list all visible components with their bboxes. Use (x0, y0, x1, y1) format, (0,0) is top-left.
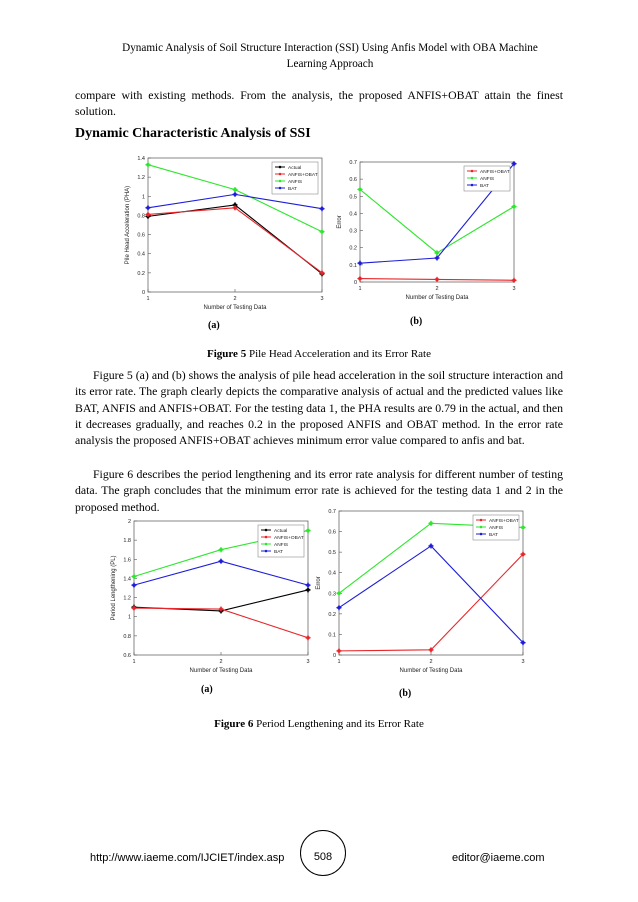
chart-fig6b-legend-marker-0 (480, 519, 483, 522)
chart-fig5b-series-1-point-2 (512, 205, 516, 209)
chart-fig6b-xtick-label-0: 1 (337, 659, 341, 665)
chart-fig5b-ytick-label-2: 0.2 (349, 245, 357, 252)
chart-fig5b-ytick-label-1: 0.1 (349, 262, 357, 269)
fig5-sub-a: (a) (208, 320, 220, 331)
chart-fig6b-ytick-label-1: 0.1 (328, 632, 336, 639)
chart-fig6b-ytick-label-6: 0.6 (328, 529, 336, 536)
chart-fig5b-series-0-point-1 (435, 278, 439, 282)
chart-fig5a-legend-marker-0 (279, 166, 282, 169)
chart-fig5a-legend-marker-3 (279, 187, 282, 190)
chart-fig5b-ytick-label-3: 0.3 (349, 228, 357, 235)
chart-fig5a-series-3-point-2 (320, 207, 324, 211)
chart-fig5a-xtick-label-1: 2 (233, 296, 237, 302)
chart-fig6b-ytick-label-0: 0 (332, 653, 336, 659)
paragraph-fig5: Figure 5 (a) and (b) shows the analysis of pile head acceleration in the soil structure interaction and its error rate. The graph clearly depicts the comparative analysis of actual and the predicted values like BAT, ANFIS and ANFIS+OBAT. For the testing data 1, the PHA results are 0.79 in the actual, and then it decreases gradually, and reaches 0.2 in the proposed ANFIS and OBAT method. In the error rate analysis the proposed ANFIS+OBAT achieves minimum error value compared to anfis and bat. (75, 368, 563, 448)
fig5-label: Figure 5 (206, 348, 247, 360)
chart-fig5b-legend-marker-1 (471, 177, 474, 180)
chart-fig6b-ytick-label-4: 0.4 (328, 570, 336, 577)
chart-fig6a-legend-marker-1 (265, 536, 268, 539)
fig5-caption (75, 348, 563, 360)
chart-fig5a-xtick-label-0: 1 (146, 296, 150, 302)
chart-fig5b-legend-marker-2 (471, 184, 474, 187)
chart-fig5a-legend-marker-2 (279, 180, 282, 183)
chart-fig5b-series-2-point-0 (358, 261, 362, 265)
chart-fig6a-ytick-label-1: 0.8 (123, 633, 131, 640)
chart-fig5b-xtick-label-0: 1 (358, 286, 362, 292)
chart-fig6a-ytick-label-4: 1.4 (123, 576, 131, 583)
chart-fig5b-xlabel: Number of Testing Data (405, 295, 469, 301)
chart-fig5a-legend-label-0: Actual (288, 165, 302, 171)
chart-fig6a-series-1-point-0 (132, 606, 136, 610)
running-header (70, 40, 590, 72)
chart-fig6b-xlabel: Number of Testing Data (399, 668, 463, 674)
fig6-sub-b: (b) (399, 688, 412, 699)
chart-fig5b-series-1-point-1 (435, 251, 439, 255)
header-title-line1: Dynamic Analysis of Soil Structure Interaction (SSI) Using Anfis Model with OBA Machine (122, 42, 538, 54)
chart-fig5a-xlabel: Number of Testing Data (203, 305, 267, 311)
chart-fig6b-ytick-label-7: 0.7 (328, 509, 336, 515)
chart-fig5a-series-1-point-1 (233, 206, 237, 210)
chart-fig5b-ytick-label-5: 0.5 (349, 194, 357, 201)
chart-fig6b-xtick-label-1: 2 (429, 659, 433, 665)
chart-fig5b-ytick-label-4: 0.4 (349, 211, 357, 218)
paragraph-fig6: Figure 6 describes the period lengthening and its error rate analysis for different number of testing data. The graph concludes that the minimum error rate is achieved for the testing data 1 and 2 in the proposed method. (75, 467, 563, 514)
chart-fig6a-ytick-label-6: 1.8 (123, 538, 131, 545)
chart-fig6a-ytick-label-2: 1 (127, 614, 131, 621)
chart-fig6b-series-1-point-2 (521, 526, 525, 530)
chart-fig6b-legend-label-2: BAT (489, 532, 498, 538)
chart-fig6b-ytick-label-5: 0.5 (328, 550, 336, 557)
chart-fig6a-series-1-point-1 (219, 607, 223, 611)
chart-fig6b-ytick-label-3: 0.3 (328, 591, 336, 598)
chart-fig5b-legend-marker-0 (471, 170, 474, 173)
chart-fig6b-legend-marker-1 (480, 526, 483, 529)
chart-fig6b-legend-label-1: ANFIS (489, 525, 504, 531)
chart-fig5a-series-2-point-1 (233, 188, 237, 192)
footer-email[interactable]: editor@iaeme.com (452, 852, 545, 864)
chart-fig5b-ytick-label-7: 0.7 (349, 160, 357, 166)
fig5-sub-b: (b) (410, 316, 423, 327)
chart-fig6a-ytick-label-7: 2 (127, 519, 131, 525)
chart-fig6a-legend-marker-0 (265, 529, 268, 532)
chart-fig6a-ytick-label-3: 1.2 (123, 595, 131, 602)
chart-fig5a-ytick-label-7: 1.4 (137, 156, 145, 162)
chart-fig5b-ytick-label-0: 0 (353, 280, 357, 286)
chart-fig6a-legend-label-2: ANFIS (274, 542, 289, 548)
chart-fig6b-xtick-label-2: 3 (521, 659, 525, 665)
chart-fig5a-legend-label-1: ANFIS+OBAT (288, 172, 318, 178)
header-title-line2: Learning Approach (286, 58, 374, 70)
chart-fig5a-series-3-point-0 (146, 206, 150, 210)
chart-fig6b-series-1-point-0 (337, 591, 341, 595)
chart-fig5b-series-1-point-0 (358, 188, 362, 192)
chart-fig5b-series-0-point-2 (512, 278, 516, 282)
chart-fig6a-legend-label-3: BAT (274, 549, 283, 555)
chart-fig5b-xtick-label-2: 3 (512, 286, 516, 292)
chart-fig6a-legend-label-1: ANFIS+OBAT (274, 535, 304, 541)
chart-fig6b (309, 505, 531, 685)
chart-fig5a-series-2-point-2 (320, 230, 324, 234)
chart-fig5b-series-2-point-1 (435, 256, 439, 260)
chart-fig5a-ytick-label-2: 0.4 (137, 251, 145, 258)
chart-fig6a-legend-label-0: Actual (274, 528, 288, 534)
chart-fig6a-series-2-point-0 (132, 575, 136, 579)
chart-fig5a-ytick-label-0: 0 (141, 290, 145, 296)
chart-fig6b-series-2-point-2 (521, 641, 525, 645)
chart-fig5a-ytick-label-1: 0.2 (137, 270, 145, 277)
fig6-label: Figure 6 (214, 718, 254, 730)
chart-fig5a-legend-label-3: BAT (288, 186, 297, 192)
chart-fig5b-series-0-point-0 (358, 277, 362, 281)
chart-fig5a-series-1-point-2 (320, 271, 324, 275)
chart-fig5a-ylabel: Pile Head Acceleration (PHA) (125, 185, 131, 265)
chart-fig5a-xtick-label-2: 3 (320, 296, 324, 302)
chart-fig5a-ytick-label-4: 0.8 (137, 213, 145, 220)
chart-fig6b-series-0-point-0 (337, 649, 341, 653)
chart-fig5a-series-2-point-0 (146, 163, 150, 167)
chart-fig5b-series-2-point-2 (512, 162, 516, 166)
footer-url[interactable]: http://www.iaeme.com/IJCIET/index.asp (90, 852, 285, 864)
chart-fig6a-xtick-label-1: 2 (219, 659, 223, 665)
fig6-caption (75, 718, 563, 730)
section-heading: Dynamic Characteristic Analysis of SSI (75, 126, 311, 141)
chart-fig6a (104, 515, 316, 685)
chart-fig5a-ytick-label-6: 1.2 (137, 175, 145, 182)
chart-fig6b-legend-label-0: ANFIS+OBAT (489, 518, 519, 524)
chart-fig6a-legend-marker-3 (265, 550, 268, 553)
chart-fig5b (330, 156, 522, 312)
chart-fig5a-ytick-label-5: 1 (141, 194, 145, 201)
chart-fig6a-series-3-point-1 (219, 559, 223, 563)
chart-fig6a-series-3-point-0 (132, 583, 136, 587)
chart-fig6b-series-1-point-1 (429, 522, 433, 526)
chart-fig5b-legend-label-1: ANFIS (480, 176, 495, 182)
chart-fig5b-xtick-label-1: 2 (435, 286, 439, 292)
page-number: 508 (313, 851, 333, 863)
chart-fig6a-ytick-label-5: 1.6 (123, 557, 131, 564)
fig6-sub-a: (a) (201, 684, 213, 695)
chart-fig5a-series-1-point-0 (146, 213, 150, 217)
chart-fig6b-series-2-point-1 (429, 544, 433, 548)
chart-fig5a-series-3-point-1 (233, 193, 237, 197)
chart-fig5a (118, 152, 330, 322)
chart-fig6b-ylabel: Error (316, 576, 322, 590)
chart-fig6a-ylabel: Period Lengthening (PL) (111, 555, 117, 621)
chart-fig6a-legend-marker-2 (265, 543, 268, 546)
chart-fig5b-legend-label-2: BAT (480, 183, 489, 189)
chart-fig6b-ytick-label-2: 0.2 (328, 611, 336, 618)
chart-fig6b-legend-marker-2 (480, 533, 483, 536)
chart-fig5a-legend-marker-1 (279, 173, 282, 176)
chart-fig5a-ytick-label-3: 0.6 (137, 232, 145, 239)
chart-fig6b-series-0-point-1 (429, 648, 433, 652)
intro-paragraph: compare with existing methods. From the analysis, the proposed ANFIS+OBAT attain the finest solution. (75, 88, 563, 119)
chart-fig5b-legend-label-0: ANFIS+OBAT (480, 169, 510, 175)
chart-fig5b-ytick-label-6: 0.6 (349, 177, 357, 184)
chart-fig6b-series-0-point-2 (521, 552, 525, 556)
chart-fig6a-xtick-label-0: 1 (132, 659, 136, 665)
chart-fig6b-series-2-point-0 (337, 606, 341, 610)
fig5-caption-text: Pile Head Acceleration and its Error Rate (246, 348, 431, 360)
chart-fig6a-xlabel: Number of Testing Data (189, 668, 253, 674)
chart-fig6a-xtick-label-2: 3 (306, 659, 310, 665)
chart-fig6a-ytick-label-0: 0.6 (123, 653, 131, 659)
chart-fig5b-ylabel: Error (337, 215, 343, 229)
chart-fig6a-series-2-point-1 (219, 548, 223, 552)
fig6-caption-text: Period Lengthening and its Error Rate (253, 718, 424, 730)
chart-fig5a-legend-label-2: ANFIS (288, 179, 303, 185)
